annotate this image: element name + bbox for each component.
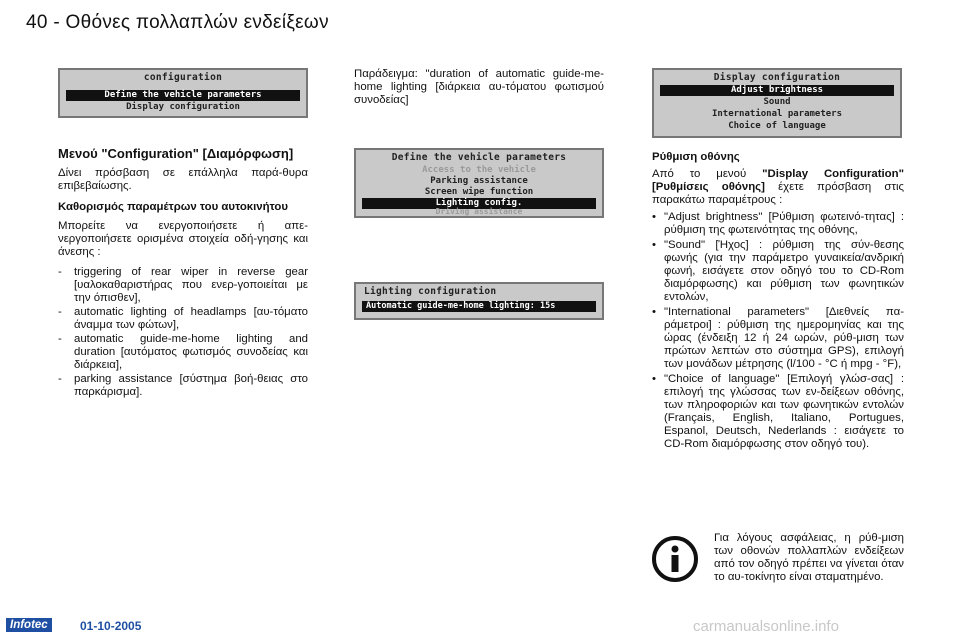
info-icon xyxy=(652,536,698,582)
intro-text: Δίνει πρόσβαση σε επάλληλα παρά-θυρα επιβεβαίωσης. xyxy=(58,167,308,192)
lighting-configuration-screen xyxy=(354,282,604,320)
paragraph: Μπορείτε να ενεργοποιήσετε ή απε-νεργοποιήσετε ορισμένα στοιχεία οδή-γησης και άνεσης : xyxy=(58,220,308,258)
screen-item: Access to the vehicle xyxy=(422,165,536,175)
screen-item: International parameters xyxy=(711,109,843,119)
screen-item: Driving assistance xyxy=(435,207,523,216)
intro-menu-name: "Display Configuration" [Ρυθμίσεις οθόνης] xyxy=(652,168,904,193)
feature-list xyxy=(58,266,308,399)
parameter-list xyxy=(652,211,904,451)
safety-note: Για λόγους ασφάλειας, η ρύθ-μιση των οθονών πολλαπλών ενδείξεων από τον οδηγό πρέπει να γίνεται όταν το αυ-τοκίνητο είναι σταματημένο. xyxy=(714,532,904,583)
watermark: carmanualsonline.info xyxy=(693,618,839,635)
vehicle-parameters-screen xyxy=(354,148,604,218)
footer-date: 01-10-2005 xyxy=(80,619,142,633)
list-item: • "Adjust brightness" [Ρύθμιση φωτεινό-τητας] : ρύθμιση της φωτεινότητας της οθόνης, xyxy=(652,211,904,237)
screen-item: Sound xyxy=(763,97,791,107)
section-heading: Μενού "Configuration" [Διαμόρφωση] xyxy=(58,146,294,161)
display-configuration-screen xyxy=(652,68,902,138)
list-item: - automatic guide-me-home lighting and duration [αυτόματος φωτισμός συνοδείας και διάρκεια], xyxy=(58,333,308,372)
screen-item-selected: Automatic guide-me-home lighting: 15s xyxy=(362,301,596,312)
example-text: Παράδειγμα: "duration of automatic guide-me-home lighting [διάρκεια αυ-τόματου φωτισμού συνοδείας] xyxy=(354,68,604,106)
section-heading: Ρύθμιση οθόνης xyxy=(652,151,740,163)
footer-logo: Infotec xyxy=(6,618,52,632)
list-item: - automatic lighting of headlamps [αυ-τόματο άναμμα των φώτων], xyxy=(58,306,308,332)
right-column xyxy=(652,150,904,453)
configuration-screen xyxy=(58,68,308,118)
left-column xyxy=(58,146,308,400)
list-item: - parking assistance [σύστημα βοή-θειας στο παρκάρισμα]. xyxy=(58,373,308,399)
intro-text xyxy=(652,168,904,207)
subsection-heading: Καθορισμός παραμέτρων του αυτοκινήτου xyxy=(58,201,288,213)
screen-item-selected: Adjust brightness xyxy=(660,85,894,96)
screen-title: Display configuration xyxy=(713,72,841,83)
screen-item-selected: Define the vehicle parameters xyxy=(66,90,300,101)
list-item: • "Sound" [Ήχος] : ρύθμιση της σύν-θεσης φωνής (για την παράμετρο γυναικεία/ανδρική φωνή, εισάγετε στον οδηγό του το CD-Rom διαμόρφωσης) και ρύθμιση των φωνητικών εντολών, xyxy=(652,239,904,304)
intro-suffix: έχετε πρόσβαση στις παρακάτω παραμέτρους : xyxy=(652,181,904,206)
middle-column xyxy=(354,68,604,114)
screen-item: Parking assistance xyxy=(430,176,528,186)
screen-item-selected: Lighting config. xyxy=(362,198,596,209)
screen-title: Define the vehicle parameters xyxy=(391,152,567,163)
screen-item: Choice of language xyxy=(728,121,826,131)
list-item: • "International parameters" [Διεθνείς πα-ράμετροι] : ρύθμιση της ημερομηνίας και της ώρας (ένδειξη 12 ή 24 ωρών, ρύθ-μιση των πρώτων λεπτών στο σύστημα GPS), επιλογή των μονάδων μέτρησης (l/100 - °C ή mpg - °F), xyxy=(652,306,904,371)
list-item: - triggering of rear wiper in reverse gear [υαλοκαθαριστήρας που ενερ-γοποιείται με την όπισθεν], xyxy=(58,266,308,305)
screen-title: configuration xyxy=(143,72,223,83)
screen-item: Display configuration xyxy=(126,102,240,112)
page-title: 40 - Οθόνες πολλαπλών ενδείξεων xyxy=(26,12,329,33)
list-item: • "Choice of language" [Επιλογή γλώσ-σας] : επιλογή της γλώσσας των εν-δείξεων οθόνης, των πληροφοριών και των φωνητικών εντολών (Français, English, Italiano, Portugues, Espanol, Deutsch, Nederlands : εισάγετε το CD-Rom διαμόρφωσης στον οδηγό του). xyxy=(652,373,904,451)
screen-item: Screen wipe function xyxy=(424,187,534,197)
intro-prefix: Από το μενού xyxy=(652,168,763,180)
screen-title: Lighting configuration xyxy=(364,286,497,297)
